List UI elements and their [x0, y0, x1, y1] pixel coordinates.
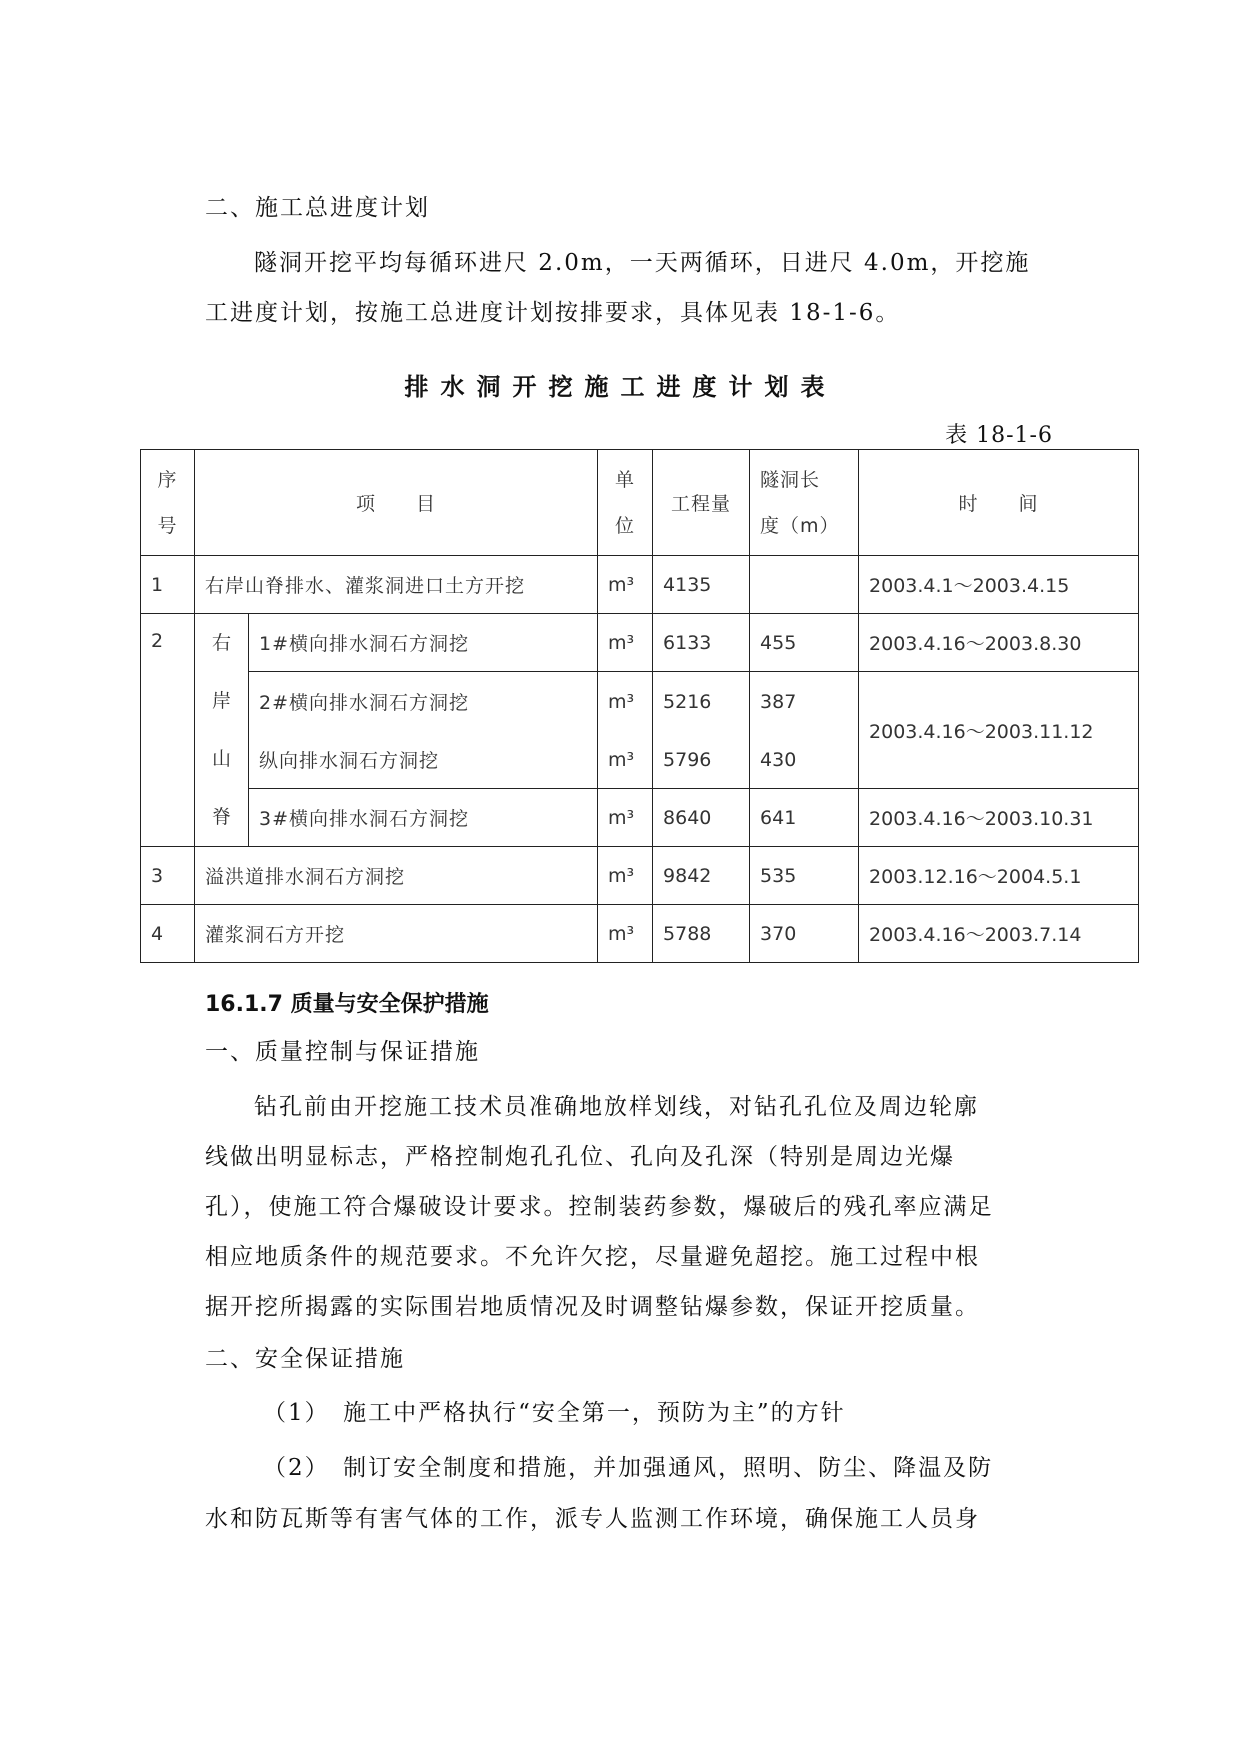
cell-length: 535: [750, 847, 859, 905]
table-number: 表 18-1-6: [945, 423, 1053, 448]
header-quantity: 工程量: [653, 450, 750, 556]
cell-quantity: 5788: [653, 905, 750, 963]
list-item: （2） 制订安全制度和措施，并加强通风，照明、防尘、降温及防: [263, 1455, 994, 1481]
cell-unit: m³: [598, 789, 653, 847]
cell-item: 灌浆洞石方开挖: [195, 905, 598, 963]
cell-unit: m³: [598, 614, 653, 672]
cell-length: 455: [750, 614, 859, 672]
table-row: [141, 847, 1139, 905]
cell-seq: 4: [141, 905, 195, 963]
cell-length: [750, 556, 859, 614]
cell-item: 3#横向排水洞石方洞挖: [249, 789, 598, 847]
cell-item: 溢洪道排水洞石方洞挖: [195, 847, 598, 905]
cell-item: 右岸山脊排水、灌浆洞进口土方开挖: [195, 556, 598, 614]
cell-time: 2003.4.16～2003.10.31: [859, 789, 1139, 847]
paragraph-line: 隧洞开挖平均每循环进尺 2.0m，一天两循环，日进尺 4.0m，开挖施: [254, 250, 1031, 276]
heading-quality: 一、质量控制与保证措施: [205, 1039, 480, 1065]
paragraph-line: 据开挖所揭露的实际围岩地质情况及时调整钻爆参数，保证开挖质量。: [205, 1294, 980, 1320]
cell-unit: m³: [598, 731, 653, 789]
cell-item: 纵向排水洞石方洞挖: [249, 731, 598, 789]
cell-seq: 2: [141, 614, 195, 847]
paragraph-line: 工进度计划，按施工总进度计划按排要求，具体见表 18-1-6。: [205, 300, 901, 326]
cell-unit: m³: [598, 556, 653, 614]
cell-unit: m³: [598, 847, 653, 905]
table-row: [141, 614, 1139, 672]
cell-quantity: 6133: [653, 614, 750, 672]
table-row: [141, 672, 1139, 732]
table-header-row: [141, 450, 1139, 556]
heading-safety: 二、安全保证措施: [205, 1346, 405, 1372]
cell-unit: m³: [598, 905, 653, 963]
header-seq: 序 号: [141, 450, 195, 556]
cell-item: 1#横向排水洞石方洞挖: [249, 614, 598, 672]
cell-length: 387: [750, 672, 859, 732]
cell-time: 2003.12.16～2004.5.1: [859, 847, 1139, 905]
cell-time: 2003.4.16～2003.11.12: [859, 672, 1139, 789]
header-item: 项 目: [195, 450, 598, 556]
cell-unit: m³: [598, 672, 653, 732]
heading-schedule: 二、施工总进度计划: [205, 195, 430, 221]
paragraph-line: 线做出明显标志，严格控制炮孔孔位、孔向及孔深（特别是周边光爆: [205, 1144, 955, 1170]
cell-time: 2003.4.16～2003.8.30: [859, 614, 1139, 672]
cell-time: 2003.4.16～2003.7.14: [859, 905, 1139, 963]
section-heading: 16.1.7 质量与安全保护措施: [205, 992, 489, 1017]
cell-quantity: 5796: [653, 731, 750, 789]
header-unit: 单 位: [598, 450, 653, 556]
cell-length: 641: [750, 789, 859, 847]
paragraph-line: 水和防瓦斯等有害气体的工作，派专人监测工作环境，确保施工人员身: [205, 1506, 980, 1532]
cell-seq: 1: [141, 556, 195, 614]
table-title: 排水洞开挖施工进度计划表: [404, 373, 837, 401]
schedule-table: [140, 449, 1139, 963]
table-row: [141, 789, 1139, 847]
list-item: （1） 施工中严格执行“安全第一，预防为主”的方针: [263, 1400, 846, 1426]
header-length: 隧洞长 度（m）: [750, 450, 859, 556]
cell-seq: 3: [141, 847, 195, 905]
cell-quantity: 9842: [653, 847, 750, 905]
cell-group-label: 右 岸 山 脊: [195, 614, 249, 847]
cell-quantity: 5216: [653, 672, 750, 732]
paragraph-line: 孔），使施工符合爆破设计要求。控制装药参数，爆破后的残孔率应满足: [205, 1194, 994, 1220]
paragraph-line: 相应地质条件的规范要求。不允许欠挖，尽量避免超挖。施工过程中根: [205, 1244, 980, 1270]
header-time: 时 间: [859, 450, 1139, 556]
cell-quantity: 4135: [653, 556, 750, 614]
paragraph-line: 钻孔前由开挖施工技术员准确地放样划线，对钻孔孔位及周边轮廓: [254, 1094, 979, 1120]
table-row: [141, 556, 1139, 614]
table-row: [141, 905, 1139, 963]
cell-quantity: 8640: [653, 789, 750, 847]
cell-time: 2003.4.1～2003.4.15: [859, 556, 1139, 614]
cell-length: 430: [750, 731, 859, 789]
cell-item: 2#横向排水洞石方洞挖: [249, 672, 598, 732]
cell-length: 370: [750, 905, 859, 963]
